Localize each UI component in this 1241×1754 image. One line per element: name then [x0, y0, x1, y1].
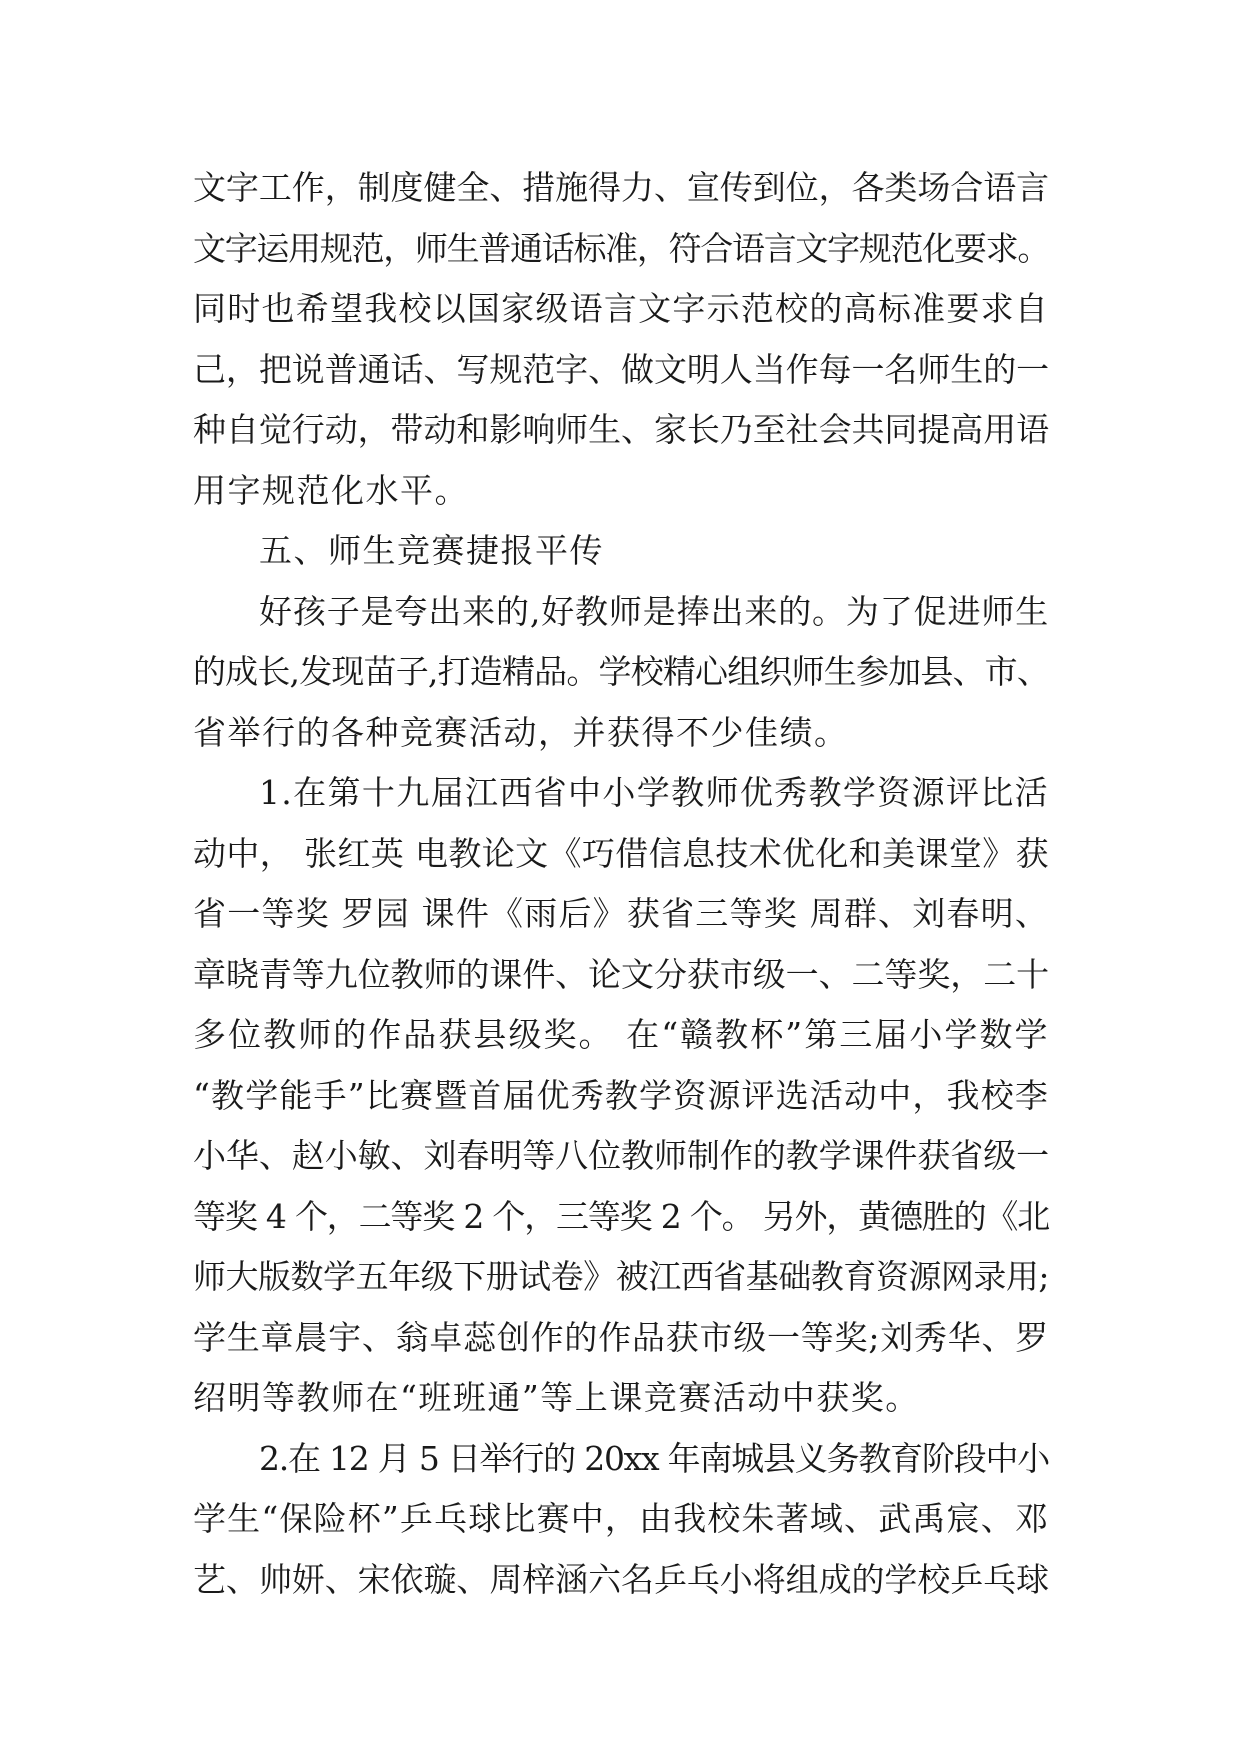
- text-line: 的成长,发现苗子,打造精品。学校精心组织师生参加县、市、: [193, 652, 1049, 691]
- paragraph-first-line: 好孩子是夸出来的,好教师是捧出来的。为了促进师生: [259, 591, 1049, 631]
- text-line: 己，把说普通话、写规范字、做文明人当作每一名师生的一: [193, 349, 1049, 389]
- text-line: 绍明等教师在“班班通”等上课竞赛活动中获奖。: [193, 1378, 920, 1417]
- text-line: 动中， 张红英 电教论文《巧借信息技术优化和美课堂》获: [193, 833, 1049, 873]
- text-line: 小华、赵小敏、刘春明等八位教师制作的教学课件获省级一: [193, 1136, 1049, 1175]
- text-line: 艺、帅妍、宋依璇、周梓涵六名乒乓小将组成的学校乒乓球: [193, 1559, 1049, 1599]
- text-line: 师大版数学五年级下册试卷》被江西省基础教育资源网录用;: [193, 1257, 1049, 1296]
- text-line: 省一等奖 罗园 课件《雨后》获省三等奖 周群、刘春明、: [193, 894, 1049, 933]
- text-line: 等奖 4 个，二等奖 2 个，三等奖 2 个。 另外，黄德胜的《北: [193, 1196, 1049, 1236]
- text-line: 文字运用规范，师生普通话标准，符合语言文字规范化要求。: [193, 228, 1049, 268]
- paragraph-first-line: 五、师生竞赛捷报平传: [259, 531, 604, 570]
- text-line: 学生“保险杯”乒乓球比赛中，由我校朱著域、武禹宸、邓: [193, 1499, 1049, 1538]
- text-line: 省举行的各种竞赛活动，并获得不少佳绩。: [193, 712, 849, 752]
- text-line: “教学能手”比赛暨首届优秀教学资源评选活动中，我校李: [193, 1075, 1049, 1115]
- text-line: 文字工作，制度健全、措施得力、宣传到位，各类场合语言: [193, 168, 1049, 207]
- text-line: 同时也希望我校以国家级语言文字示范校的高标准要求自: [193, 289, 1049, 328]
- paragraph-first-line: 2.在 12 月 5 日举行的 20xx 年南城县义务教育阶段中小: [259, 1438, 1049, 1478]
- document-body: [193, 158, 1049, 1610]
- text-line: 种自觉行动，带动和影响师生、家长乃至社会共同提高用语: [193, 410, 1049, 449]
- text-line: 多位教师的作品获县级奖。 在“赣教杯”第三届小学数学: [193, 1015, 1049, 1054]
- paragraph-first-line: 1.在第十九届江西省中小学教师优秀教学资源评比活: [259, 773, 1049, 812]
- text-line: 学生章晨宇、翁卓蕊创作的作品获市级一等奖;刘秀华、罗: [193, 1317, 1049, 1357]
- text-line: 用字规范化水平。: [193, 470, 469, 510]
- text-line: 章晓青等九位教师的课件、论文分获市级一、二等奖，二十: [193, 954, 1049, 994]
